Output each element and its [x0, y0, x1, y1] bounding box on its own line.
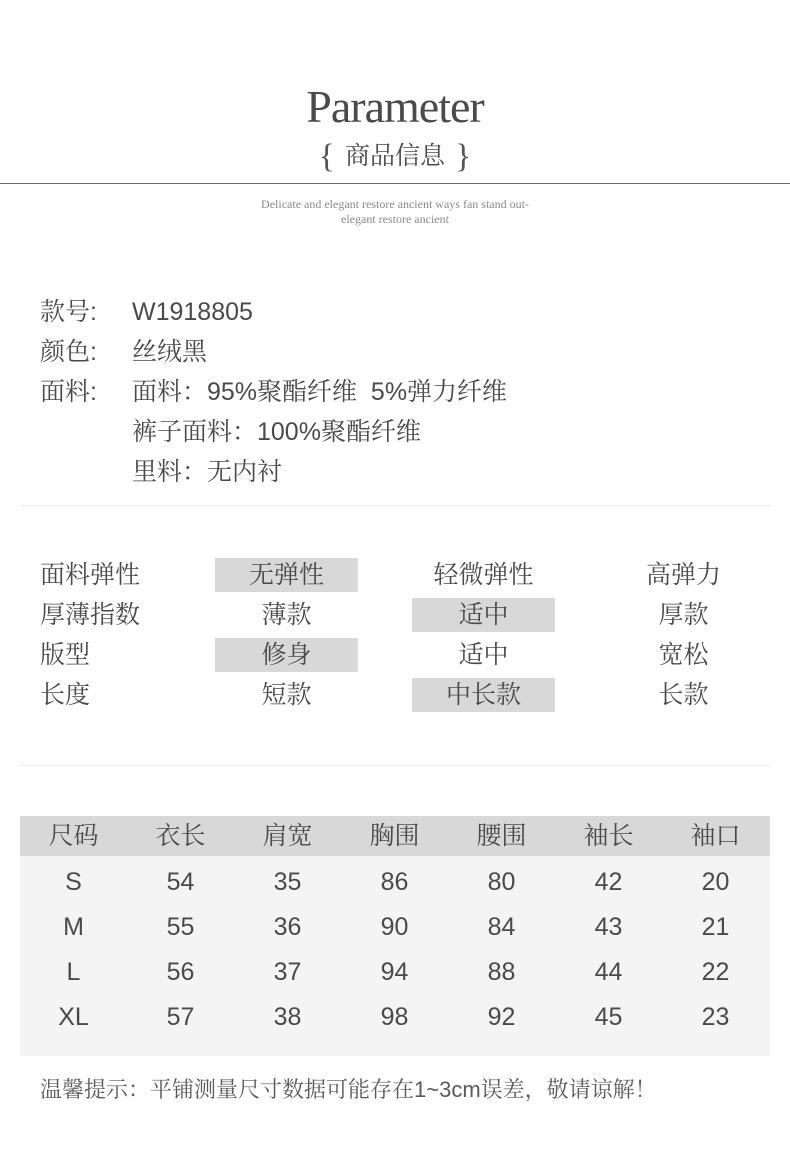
table-cell: 57	[166, 1003, 195, 1031]
attribute-label: 厚薄指数	[40, 601, 141, 629]
table-cell: 90	[380, 913, 409, 941]
table-header-cell: 尺码	[48, 822, 99, 850]
section-divider	[20, 765, 770, 766]
attribute-option-selected: 适中	[412, 598, 555, 632]
table-cell: 56	[166, 958, 195, 986]
tagline-line-1: Delicate and elegant restore ancient ways fan stand out-	[261, 197, 529, 211]
attribute-option: 厚款	[658, 601, 709, 629]
attribute-option: 长款	[658, 681, 709, 709]
fabric-label: 面料:	[40, 378, 97, 406]
tagline	[0, 197, 790, 227]
attribute-option-selected: 中长款	[412, 678, 555, 712]
size-label-cell: S	[65, 868, 82, 896]
section-divider	[20, 505, 770, 506]
attribute-option: 短款	[261, 681, 312, 709]
attribute-option-selected: 无弹性	[215, 558, 358, 592]
table-cell: 86	[380, 868, 409, 896]
table-cell: 36	[273, 913, 302, 941]
table-cell: 80	[487, 868, 516, 896]
table-header-cell: 袖口	[690, 822, 741, 850]
attribute-option: 宽松	[658, 641, 709, 669]
attribute-label: 长度	[40, 681, 91, 709]
left-brace: {	[318, 138, 335, 175]
table-cell: 38	[273, 1003, 302, 1031]
table-cell: 88	[487, 958, 516, 986]
size-label-cell: M	[63, 913, 84, 941]
page-title: Parameter	[306, 81, 484, 132]
style-value: W1918805	[132, 298, 253, 326]
fabric-value-1: 面料：95%聚酯纤维 5%弹力纤维	[132, 378, 508, 406]
color-label: 颜色:	[40, 338, 97, 366]
attribute-option-selected: 修身	[215, 638, 358, 672]
table-cell: 35	[273, 868, 302, 896]
size-label-cell: XL	[58, 1003, 89, 1031]
size-label-cell: L	[66, 958, 81, 986]
info-color-row	[40, 334, 207, 370]
table-header-cell: 胸围	[369, 822, 420, 850]
table-cell: 37	[273, 958, 302, 986]
info-fabric-row	[40, 374, 507, 410]
color-value: 丝绒黑	[132, 338, 208, 366]
attribute-option: 高弹力	[645, 561, 721, 589]
table-cell: 22	[701, 958, 730, 986]
subtitle-text: 商品信息	[344, 142, 445, 170]
table-cell: 23	[701, 1003, 730, 1031]
attribute-label: 面料弹性	[40, 561, 141, 589]
table-cell: 94	[380, 958, 409, 986]
fabric-value-3: 里料：无内衬	[132, 458, 283, 486]
table-cell: 45	[594, 1003, 623, 1031]
info-fabric-row-2	[40, 414, 421, 450]
table-header-cell: 袖长	[583, 822, 634, 850]
table-cell: 44	[594, 958, 623, 986]
table-cell: 55	[166, 913, 195, 941]
attribute-option: 薄款	[261, 601, 312, 629]
table-cell: 98	[380, 1003, 409, 1031]
header-divider	[0, 183, 790, 184]
info-lining-row	[40, 454, 282, 490]
measurement-note: 温馨提示：平铺测量尺寸数据可能存在1~3cm误差，敬请谅解！	[40, 1077, 657, 1102]
table-cell: 20	[701, 868, 730, 896]
table-cell: 21	[701, 913, 730, 941]
table-header-cell: 肩宽	[262, 822, 313, 850]
table-header-cell: 腰围	[476, 822, 527, 850]
attribute-label: 版型	[40, 641, 91, 669]
table-cell: 92	[487, 1003, 516, 1031]
style-label: 款号:	[40, 298, 97, 326]
table-cell: 43	[594, 913, 623, 941]
table-cell: 84	[487, 913, 516, 941]
attribute-option: 适中	[458, 641, 509, 669]
fabric-value-2: 裤子面料：100%聚酯纤维	[132, 418, 421, 446]
table-cell: 54	[166, 868, 195, 896]
table-header-cell: 衣长	[155, 822, 206, 850]
info-style-row	[40, 294, 253, 330]
page-subtitle	[0, 136, 790, 176]
right-brace: }	[455, 138, 472, 175]
attribute-option: 轻微弹性	[433, 561, 534, 589]
table-cell: 42	[594, 868, 623, 896]
tagline-line-2: elegant restore ancient	[341, 212, 449, 226]
